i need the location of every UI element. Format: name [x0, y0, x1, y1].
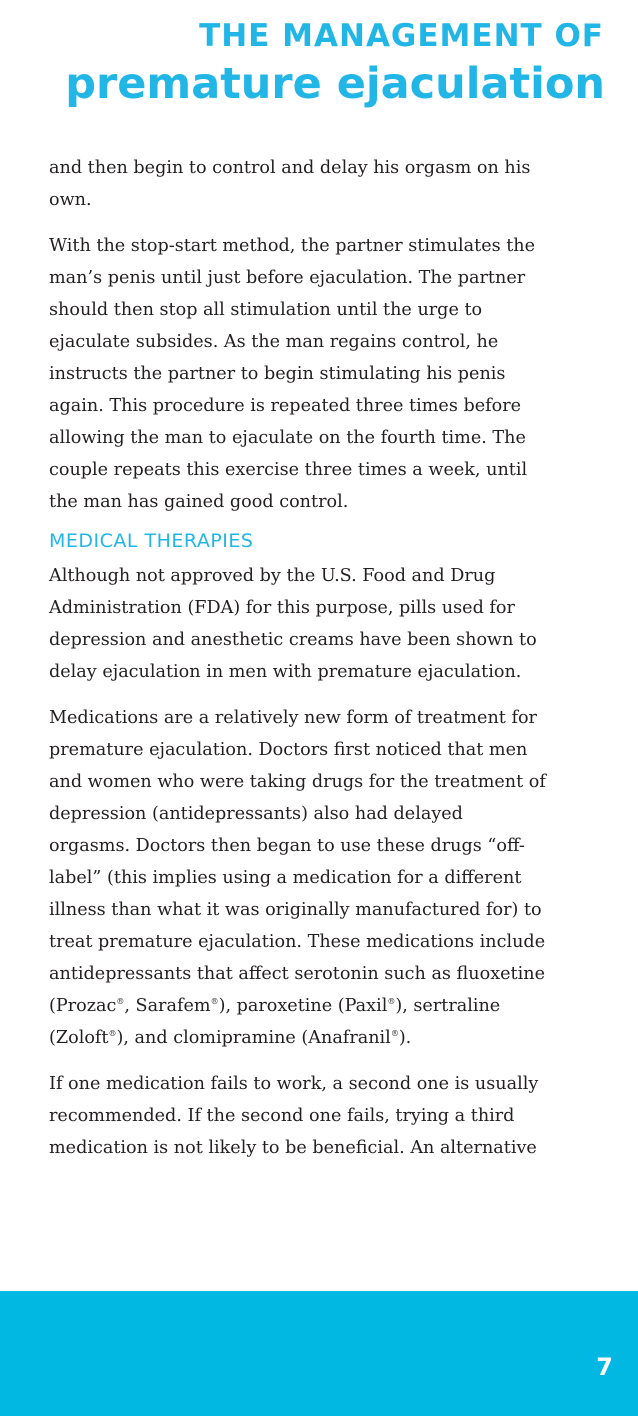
drug-separator: ). [398, 1028, 412, 1048]
drug-separator: ), sertraline ( [49, 996, 501, 1048]
paragraph-continued: and then begin to control and delay his orgasm on his own. [49, 158, 531, 210]
page-title: premature ejaculation [65, 59, 605, 109]
title-top-line: THE MANAGEMENT OF [199, 18, 604, 54]
paragraph-stop-start: With the stop-start method, the partner stimulates the man’s penis until just before ejaculation. The partner should then stop all stimulation until the urge to ejaculate subsides. As the man regains control, he instructs the partner to begin stimulating his penis again. This procedure is repeated three times before allowing the man to ejaculate on the fourth time. The couple repeats this exercise three times a week, until the man has gained good control. [49, 236, 536, 512]
drug-zoloft: Zoloft [55, 1028, 109, 1048]
drug-separator: ), and clomipramine ( [116, 1028, 309, 1048]
paragraph-fda: Although not approved by the U.S. Food and Drug Administration (FDA) for this purpose, pills used for depression and anesthetic creams have been shown to delay ejaculation in men with premature ejaculation. [49, 566, 537, 682]
paragraph-alternative: If one medication fails to work, a second one is usually recommended. If the second one fails, trying a third medication is not likely to be beneficial. An alternative [49, 1074, 539, 1158]
paragraph-medications [49, 702, 549, 1054]
drug-separator: , [124, 996, 136, 1016]
page-header [0, 0, 638, 140]
drug-sarafem: Sarafem [135, 996, 211, 1016]
article-body [49, 152, 549, 1178]
page-number: 7 [596, 1353, 613, 1381]
registered-mark: ® [108, 1029, 117, 1039]
registered-mark: ® [387, 997, 396, 1007]
section-heading-medical-therapies: MEDICAL THERAPIES [49, 530, 254, 552]
page-footer-band [0, 1291, 638, 1416]
registered-mark: ® [390, 1029, 399, 1039]
registered-mark: ® [116, 997, 125, 1007]
drug-separator: ), paroxetine ( [218, 996, 345, 1016]
drug-anafranil: Anafranil [308, 1028, 391, 1048]
drug-paxil: Paxil [344, 996, 388, 1016]
registered-mark: ® [210, 997, 219, 1007]
medications-text: Medications are a relatively new form of treatment for premature ejaculation. Doctors first noticed that men and women who were taking drugs for the treatment of depression (antidepressants) also had delayed orgasms. Doctors then began to use these drugs “off-label” (this implies using a medication for a different illness than what it was originally manufactured for) to treat premature ejaculation. These medications include antidepressants that affect serotonin such as fluoxetine ( [49, 708, 546, 1016]
drug-prozac: Prozac [55, 996, 117, 1016]
